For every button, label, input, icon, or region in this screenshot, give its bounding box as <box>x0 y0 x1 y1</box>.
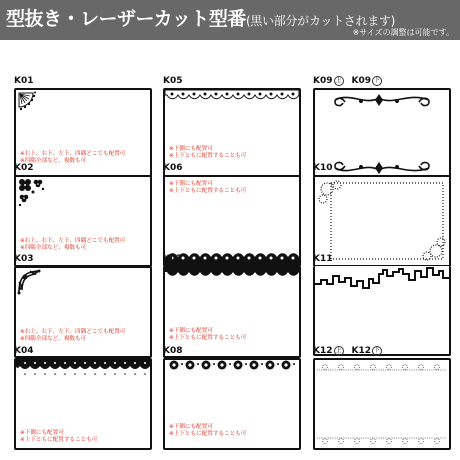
page-title: 型抜き・レーザーカット型番(黒い部分がカットされます) <box>6 8 395 30</box>
top-badge: 上 <box>335 347 342 354</box>
pattern-card <box>14 358 152 450</box>
pattern-card <box>163 175 301 267</box>
pattern-label: K06 <box>163 163 183 173</box>
bottom-badge: 下 <box>373 77 380 84</box>
pattern-label: K05 <box>163 76 183 86</box>
pattern-k03[interactable] <box>14 254 152 358</box>
pattern-label: K10 <box>313 163 333 173</box>
pattern-k08[interactable] <box>163 346 301 450</box>
note-line: ※上下ともに配置することも可 <box>169 431 247 437</box>
pattern-card <box>313 358 451 450</box>
note-line: ※右上、右下、左下、四隅どこでも配置可 <box>20 329 126 335</box>
pattern-label: K04 <box>14 346 34 356</box>
pattern-label: K02 <box>14 163 34 173</box>
note-line: ※下側にも配置可 <box>169 424 213 430</box>
pattern-card <box>14 266 152 358</box>
pattern-label: K12 上 K12 下 <box>313 346 380 356</box>
note-line: ※上下ともに配置することも可 <box>20 437 98 443</box>
pattern-k02[interactable] <box>14 163 152 267</box>
pattern-k04[interactable] <box>14 346 152 450</box>
pattern-card <box>14 88 152 180</box>
pattern-label: K07 <box>163 254 183 264</box>
note-line: ※右上、右下、左下、四隅どこでも配置可 <box>20 151 126 157</box>
pattern-card <box>163 266 301 358</box>
note-line: ※四隅全部など、複数も可 <box>20 158 87 164</box>
pattern-card <box>313 88 451 180</box>
note-line: ※下側にも配置可 <box>169 181 213 187</box>
pattern-k07[interactable] <box>163 254 301 358</box>
pattern-label: K09 上 K09 下 <box>313 76 380 86</box>
pattern-k01[interactable] <box>14 76 152 180</box>
pattern-card <box>313 266 451 356</box>
pattern-k06[interactable] <box>163 163 301 267</box>
pattern-k05[interactable] <box>163 76 301 180</box>
top-badge: 上 <box>335 77 342 84</box>
pattern-card <box>163 358 301 450</box>
pattern-k09[interactable] <box>313 76 451 180</box>
scallop-border-top-icon <box>165 90 299 178</box>
note-line: ※四隅全部など、複数も可 <box>20 245 87 251</box>
city-skyline-icon <box>315 266 449 354</box>
note-line: ※上下ともに配置することも可 <box>169 335 247 341</box>
heart-border-top-icon <box>165 268 299 356</box>
pattern-card <box>14 175 152 267</box>
pattern-label: K11 <box>313 254 333 264</box>
note-line: ※右上、右下、左下、四隅どこでも配置可 <box>20 238 126 244</box>
pattern-label: K03 <box>14 254 34 264</box>
page-header <box>0 0 460 40</box>
scroll-ornament-icon <box>315 90 449 178</box>
pattern-k12[interactable] <box>313 346 451 450</box>
pattern-k11[interactable] <box>313 254 451 358</box>
dotted-frame-icon <box>315 177 449 265</box>
pattern-k10[interactable] <box>313 163 451 267</box>
note-line: ※上下ともに配置することも可 <box>169 153 247 159</box>
pattern-label: K01 <box>14 76 34 86</box>
bottom-badge: 下 <box>373 347 380 354</box>
note-line: ※下側にも配置可 <box>169 328 213 334</box>
note-line: ※下側にも配置可 <box>169 146 213 152</box>
note-line: ※上下ともに配置することも可 <box>169 188 247 194</box>
pattern-card <box>313 175 451 267</box>
pattern-card <box>163 88 301 180</box>
dotted-lace-border-icon <box>315 360 449 448</box>
size-adjust-note: ※サイズの調整は可能です。 <box>352 28 454 37</box>
pattern-label: K08 <box>163 346 183 356</box>
page-title-suffix: (黒い部分がカットされます) <box>245 14 395 28</box>
note-line: ※下側にも配置可 <box>20 430 64 436</box>
note-line: ※四隅全部など、複数も可 <box>20 336 87 342</box>
